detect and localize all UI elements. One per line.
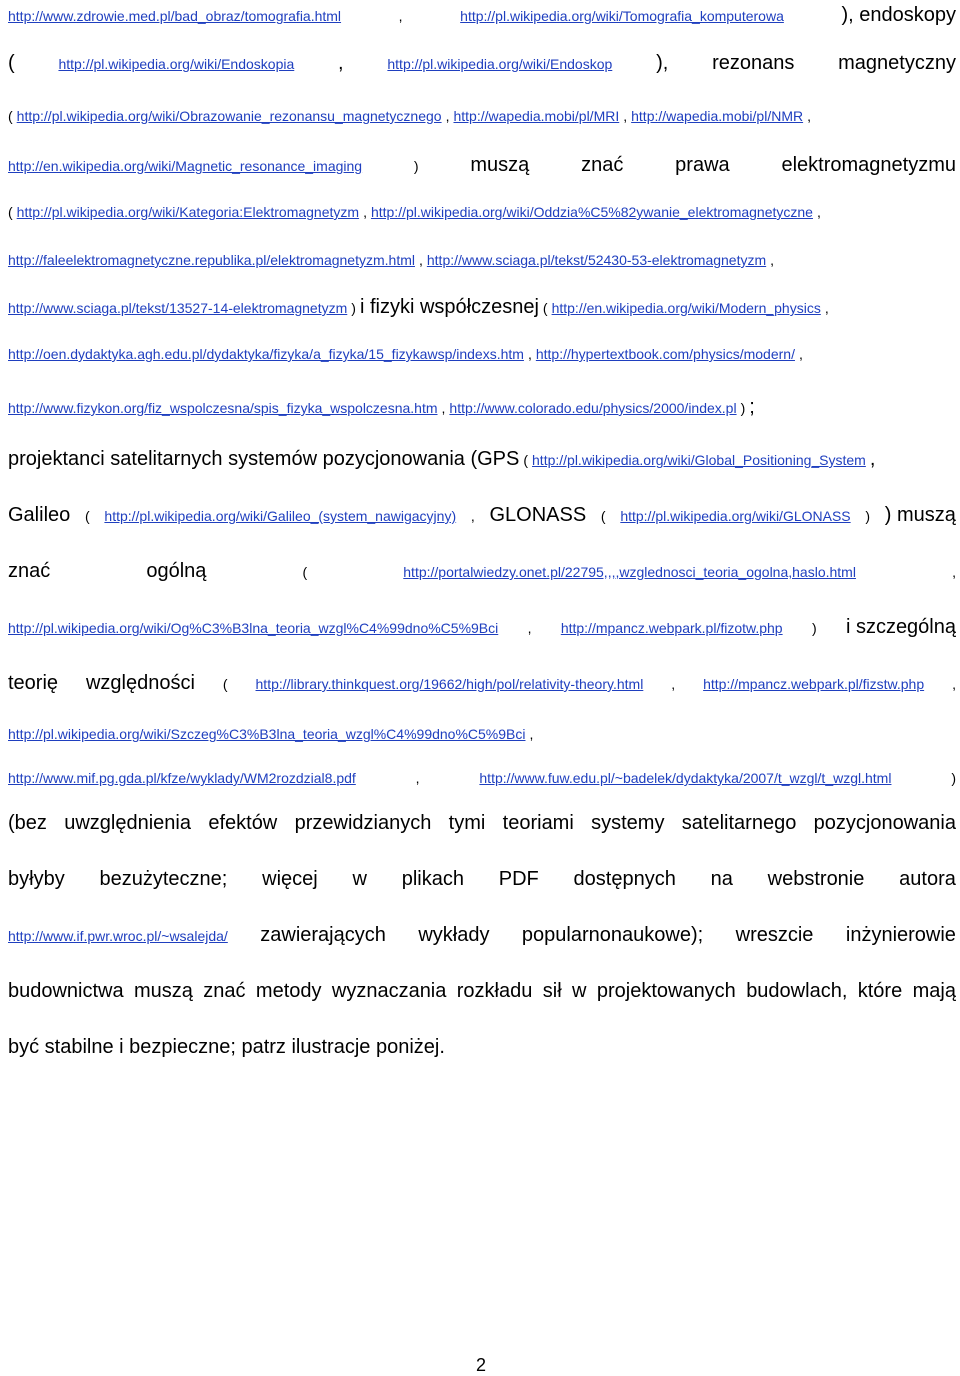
text-span: ( xyxy=(542,300,548,316)
text-line xyxy=(8,52,956,75)
hyperlink[interactable]: http://www.colorado.edu/physics/2000/index.pl xyxy=(449,400,737,416)
hyperlink[interactable]: http://pl.wikipedia.org/wiki/GLONASS xyxy=(620,508,851,524)
text-line xyxy=(8,672,956,695)
hyperlink[interactable]: http://pl.wikipedia.org/wiki/Endoskop xyxy=(387,56,613,72)
text-span: , xyxy=(671,676,676,692)
text-line xyxy=(8,396,956,419)
text-span: ) xyxy=(811,620,817,636)
text-span: być stabilne i bezpieczne; patrz ilustracje poniżej. xyxy=(8,1036,445,1058)
text-span: metody xyxy=(255,980,322,1002)
hyperlink[interactable]: http://pl.wikipedia.org/wiki/Galileo_(system_nawigacyjny) xyxy=(104,508,457,524)
text-span: ) xyxy=(865,508,871,524)
hyperlink[interactable]: http://mpancz.webpark.pl/fizotw.php xyxy=(560,620,783,636)
text-span: ) muszą xyxy=(884,504,956,526)
hyperlink[interactable]: http://pl.wikipedia.org/wiki/Oddzia%C5%82ywanie_elektromagnetyczne xyxy=(370,204,813,220)
text-span: ( xyxy=(222,676,228,692)
text-span: , xyxy=(807,108,811,124)
hyperlink[interactable]: http://oen.dydaktyka.agh.edu.pl/dydaktyka/fizyka/a_fizyka/15_fizykawsp/indexs.htm xyxy=(8,346,524,362)
text-span: wyznaczania xyxy=(331,980,447,1002)
text-span: , xyxy=(529,726,534,742)
text-span: rezonans xyxy=(712,52,795,74)
text-span: , xyxy=(418,252,423,268)
text-span: , xyxy=(527,620,532,636)
text-span: , xyxy=(770,252,775,268)
hyperlink[interactable]: http://www.if.pwr.wroc.pl/~wsalejda/ xyxy=(8,928,228,944)
text-span: mają xyxy=(912,980,956,1002)
text-span: uwzględnienia xyxy=(64,812,191,834)
text-line xyxy=(8,4,956,27)
text-span: systemy xyxy=(591,812,665,834)
text-span: które xyxy=(857,980,903,1002)
text-span: , xyxy=(338,52,344,74)
text-span: znać xyxy=(581,154,624,176)
text-span: , xyxy=(816,204,821,220)
hyperlink[interactable]: http://wapedia.mobi/pl/NMR xyxy=(631,108,804,124)
text-span: , xyxy=(363,204,367,220)
hyperlink[interactable]: http://library.thinkquest.org/19662/high/pol/relativity-theory.html xyxy=(255,676,644,692)
text-span: ( xyxy=(523,452,529,468)
text-span: elektromagnetyzmu xyxy=(781,154,956,176)
text-span: teoriami xyxy=(502,812,574,834)
text-span: w xyxy=(572,980,587,1002)
text-span: magnetyczny xyxy=(838,52,956,74)
text-span: wykłady xyxy=(418,924,490,946)
text-span: , xyxy=(441,400,446,416)
hyperlink[interactable]: http://pl.wikipedia.org/wiki/Tomografia_komputerowa xyxy=(460,8,784,24)
text-span: , xyxy=(527,346,532,362)
text-span: byłyby xyxy=(8,868,65,890)
text-span: PDF xyxy=(498,868,539,890)
text-span: webstronie xyxy=(767,868,865,890)
text-span: (bez xyxy=(8,812,47,834)
text-span: , xyxy=(623,108,628,124)
text-line xyxy=(8,980,956,1003)
text-span: , xyxy=(952,676,956,692)
text-span: projektowanych xyxy=(596,980,736,1002)
text-line xyxy=(8,924,956,947)
hyperlink[interactable]: http://faleelektromagnetyczne.republika.pl/elektromagnetyzm.html xyxy=(8,252,415,268)
text-span: dostępnych xyxy=(573,868,676,890)
text-span: ( xyxy=(8,204,13,220)
text-span: ( xyxy=(8,108,13,124)
hyperlink[interactable]: http://hypertextbook.com/physics/modern/ xyxy=(535,346,795,362)
text-span: efektów xyxy=(208,812,278,834)
text-line xyxy=(8,108,956,124)
page-number: 2 xyxy=(476,1355,487,1375)
text-line xyxy=(8,1036,956,1059)
text-span: ) xyxy=(740,400,746,416)
text-span: GLONASS xyxy=(489,504,587,526)
hyperlink[interactable]: http://www.fizykon.org/fiz_wspolczesna/spis_fizyka_wspolczesna.htm xyxy=(8,400,438,416)
hyperlink[interactable]: http://en.wikipedia.org/wiki/Magnetic_resonance_imaging xyxy=(8,158,363,174)
hyperlink[interactable]: http://pl.wikipedia.org/wiki/Endoskopia xyxy=(58,56,295,72)
text-span: autora xyxy=(899,868,956,890)
text-span: więcej xyxy=(262,868,318,890)
text-span: ) xyxy=(951,770,956,786)
text-span: Galileo xyxy=(8,504,71,526)
text-span: znać xyxy=(8,560,51,582)
text-line xyxy=(8,346,956,362)
text-span: budowlach, xyxy=(746,980,848,1002)
text-line xyxy=(8,726,956,742)
text-span: , xyxy=(398,8,403,24)
text-span: i fizyki współczesnej xyxy=(359,296,539,318)
hyperlink[interactable]: http://pl.wikipedia.org/wiki/Global_Positioning_System xyxy=(532,452,866,468)
text-span: ), endoskopy xyxy=(841,4,956,26)
hyperlink[interactable]: http://mpancz.webpark.pl/fizstw.php xyxy=(703,676,925,692)
text-span: , xyxy=(470,508,475,524)
text-span: ) xyxy=(351,300,356,316)
text-span: , xyxy=(824,300,829,316)
text-span: bezużyteczne; xyxy=(99,868,228,890)
text-span: ( xyxy=(302,564,308,580)
text-line xyxy=(8,868,956,891)
hyperlink[interactable]: http://pl.wikipedia.org/wiki/Obrazowanie_rezonansu_magnetycznego xyxy=(16,108,442,124)
hyperlink[interactable]: http://pl.wikipedia.org/wiki/Og%C3%B3lna_teoria_wzgl%C4%99dno%C5%9Bci xyxy=(8,620,499,636)
text-span: tymi xyxy=(448,812,486,834)
text-line xyxy=(8,448,956,471)
text-span: przewidzianych xyxy=(294,812,432,834)
text-span: , xyxy=(445,108,450,124)
text-span: muszą xyxy=(134,980,193,1002)
text-span: inżynierowie xyxy=(845,924,956,946)
text-span: ; xyxy=(749,396,755,418)
text-span: zawierających xyxy=(260,924,386,946)
hyperlink[interactable]: http://portalwiedzy.onet.pl/22795,,,,wzglednosci_teoria_ogolna,haslo.html xyxy=(403,564,856,580)
text-line xyxy=(8,204,956,220)
text-span: plikach xyxy=(401,868,464,890)
text-span: na xyxy=(710,868,733,890)
hyperlink[interactable]: http://en.wikipedia.org/wiki/Modern_physics xyxy=(551,300,821,316)
text-span: , xyxy=(869,448,876,470)
text-span: budownictwa xyxy=(8,980,124,1002)
text-span: względności xyxy=(85,672,195,694)
text-span: ), xyxy=(656,52,669,74)
text-line xyxy=(8,252,956,268)
text-span: ( xyxy=(8,52,15,74)
text-span: ( xyxy=(600,508,606,524)
text-span: ) xyxy=(413,158,419,174)
text-line xyxy=(8,504,956,527)
text-line xyxy=(8,296,956,319)
text-span: popularnonaukowe); xyxy=(521,924,704,946)
text-span: rozkładu xyxy=(456,980,533,1002)
text-span: ogólną xyxy=(146,560,207,582)
hyperlink[interactable]: http://www.sciaga.pl/tekst/52430-53-elektromagnetyzm xyxy=(426,252,767,268)
text-line xyxy=(8,154,956,177)
text-line xyxy=(8,812,956,835)
text-span: , xyxy=(415,770,420,786)
hyperlink[interactable]: http://www.fuw.edu.pl/~badelek/dydaktyka/2007/t_wzgl/t_wzgl.html xyxy=(479,770,892,786)
text-span: muszą xyxy=(470,154,530,176)
text-line xyxy=(8,616,956,639)
text-span: , xyxy=(952,564,956,580)
hyperlink[interactable]: http://pl.wikipedia.org/wiki/Szczeg%C3%B3lna_teoria_wzgl%C4%99dno%C5%9Bci xyxy=(8,726,526,742)
text-span: w xyxy=(352,868,367,890)
text-span: teorię xyxy=(8,672,59,694)
text-span: prawa xyxy=(675,154,730,176)
text-span: sił xyxy=(542,980,562,1002)
hyperlink[interactable]: http://www.mif.pg.gda.pl/kfze/wyklady/WM2rozdzial8.pdf xyxy=(8,770,356,786)
text-span: projektanci satelitarnych systemów pozycjonowania (GPS xyxy=(8,448,520,470)
text-span: , xyxy=(798,346,803,362)
text-span: i szczególną xyxy=(845,616,956,638)
text-line xyxy=(8,560,956,583)
hyperlink[interactable]: http://www.zdrowie.med.pl/bad_obraz/tomografia.html xyxy=(8,8,342,24)
text-span: ( xyxy=(85,508,90,524)
hyperlink[interactable]: http://www.sciaga.pl/tekst/13527-14-elektromagnetyzm xyxy=(8,300,348,316)
text-span: pozycjonowania xyxy=(813,812,956,834)
text-span: znać xyxy=(203,980,246,1002)
text-span: wreszcie xyxy=(735,924,814,946)
hyperlink[interactable]: http://pl.wikipedia.org/wiki/Kategoria:Elektromagnetyzm xyxy=(16,204,360,220)
hyperlink[interactable]: http://wapedia.mobi/pl/MRI xyxy=(453,108,620,124)
text-line xyxy=(8,770,956,786)
text-span: satelitarnego xyxy=(681,812,797,834)
